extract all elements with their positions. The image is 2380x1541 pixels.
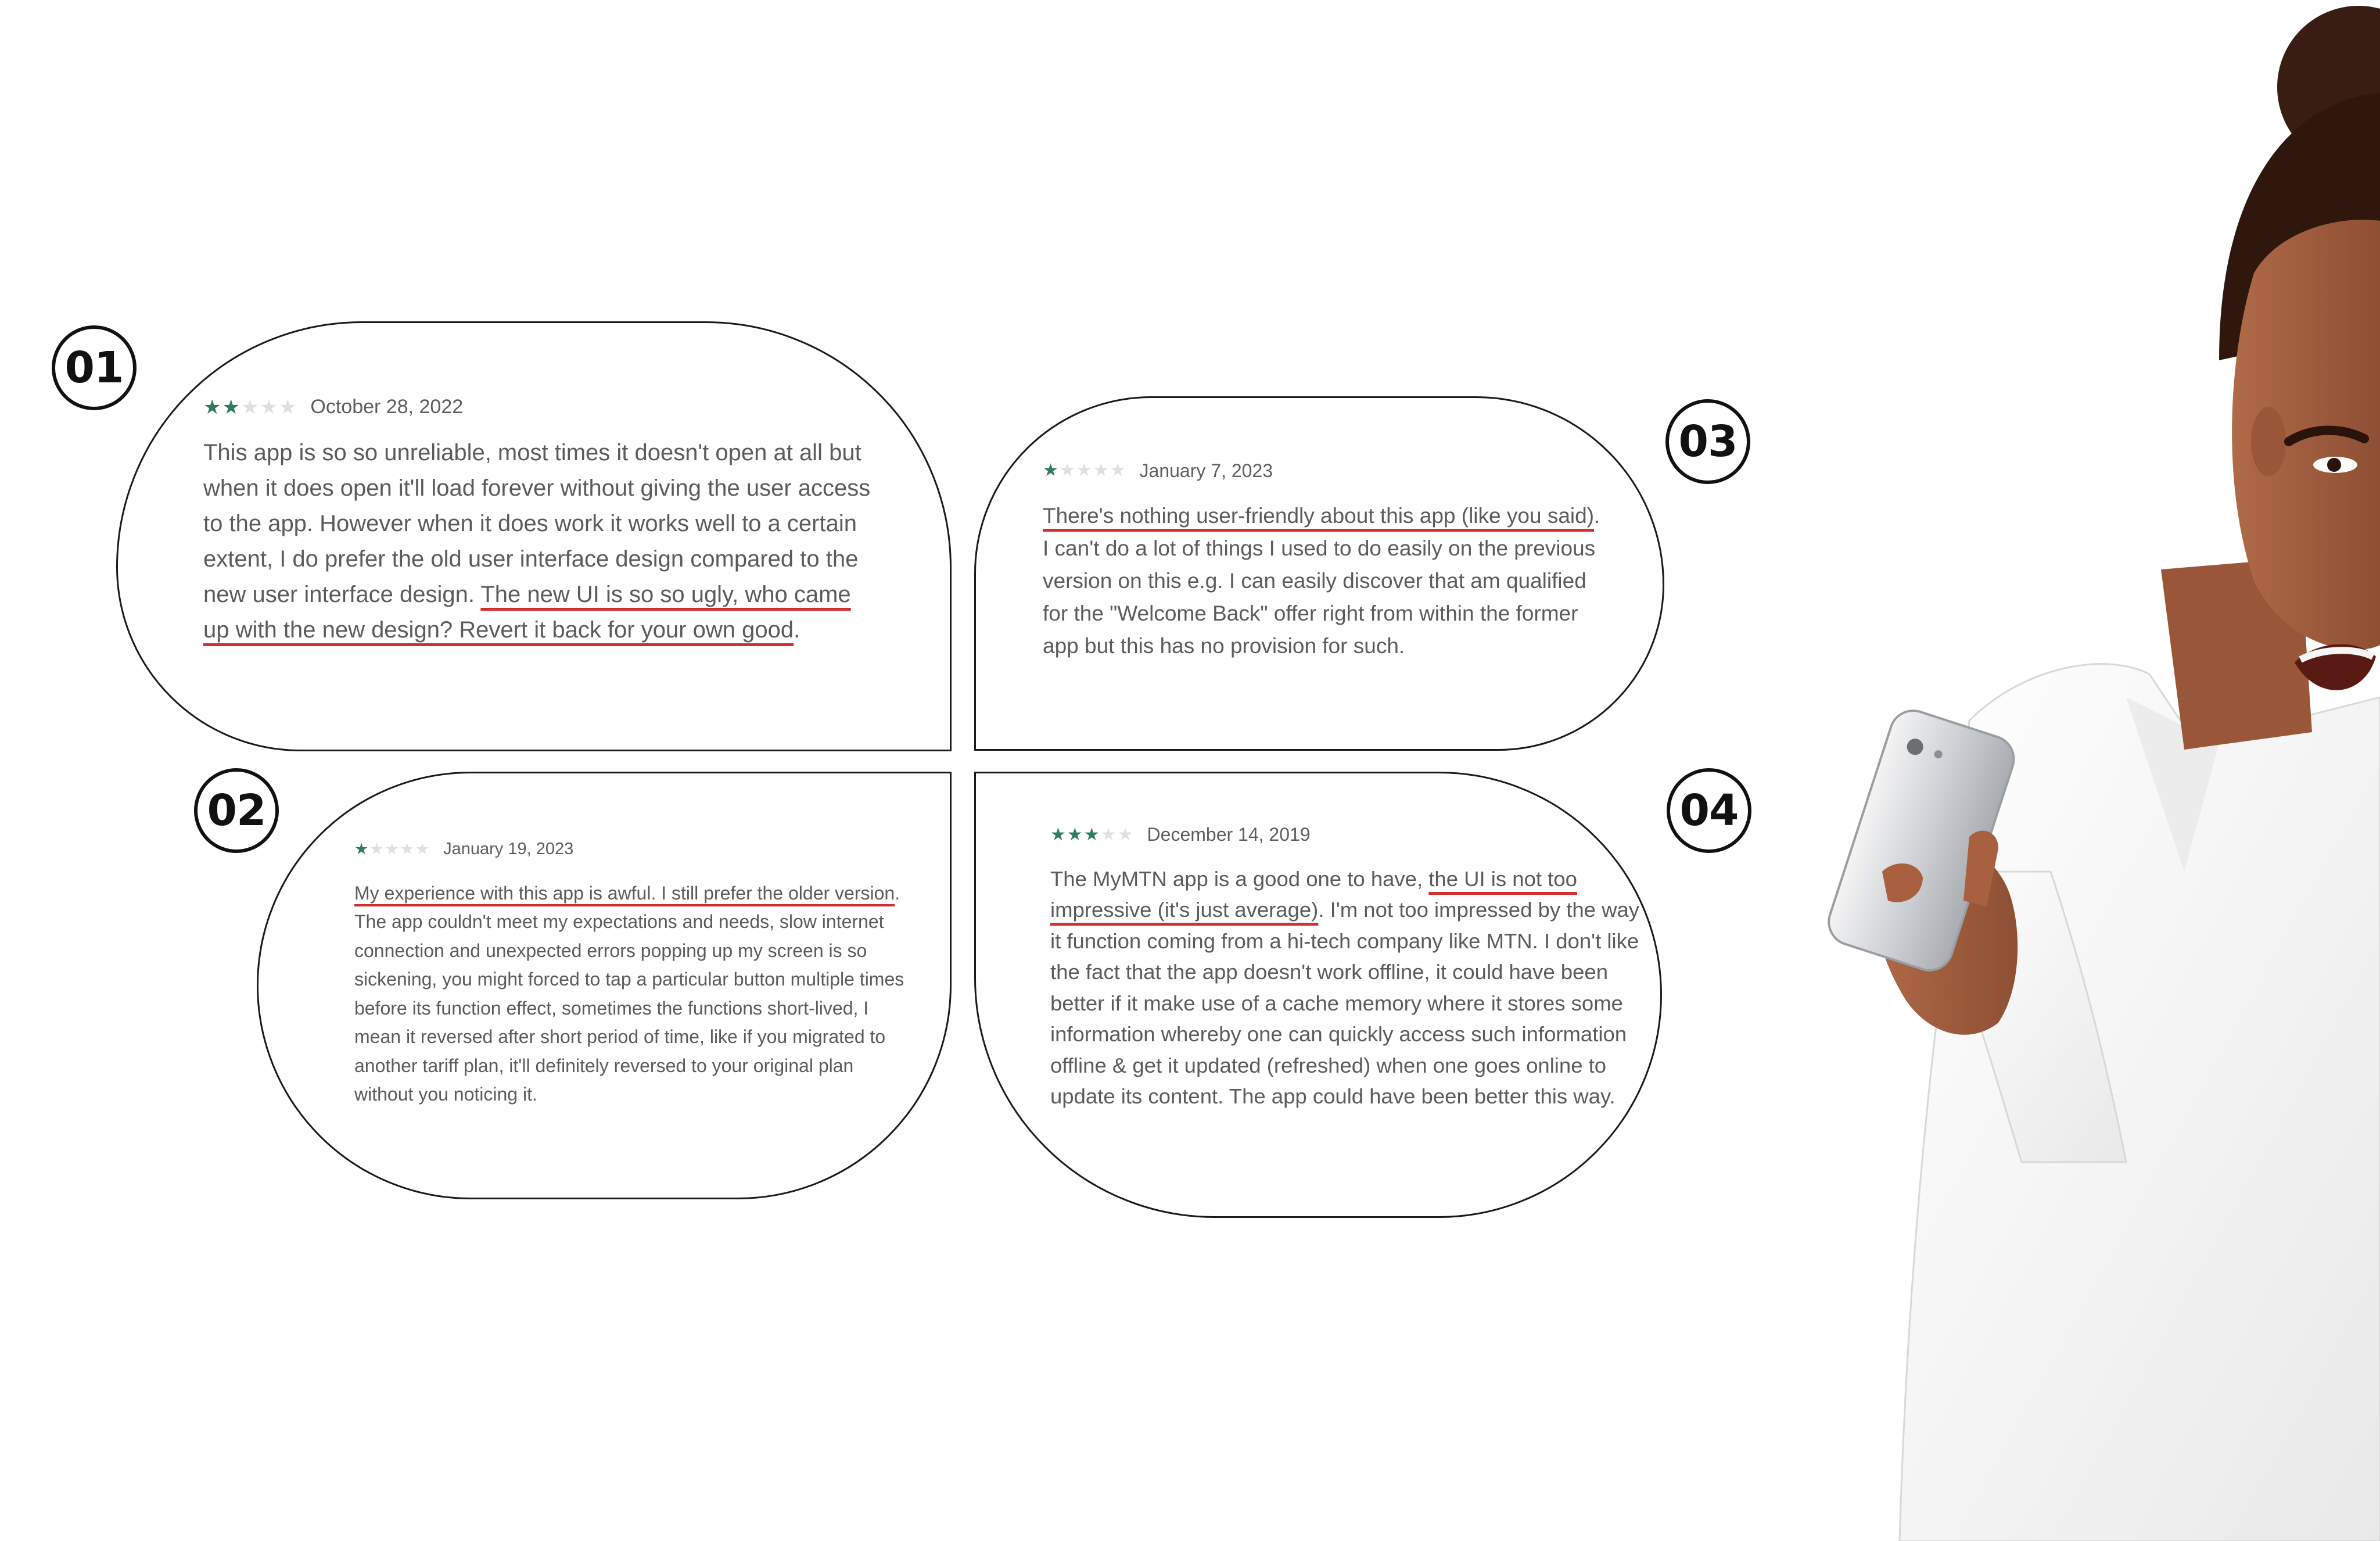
review-date: December 14, 2019 (1147, 824, 1311, 845)
review-text (203, 435, 883, 648)
review-text-after: . I can't do a lot of things I used to do easily on the previous version on this e.g. I can easily discover that am qualified for the "Welcome Back" offer right from within the former app but this has no provision for such. (1043, 504, 1600, 658)
number-badge-03: 03 (1665, 399, 1750, 484)
star-icon: ★ (1083, 825, 1100, 844)
star-icon: ★ (369, 840, 384, 858)
review-meta (203, 389, 883, 425)
star-rating (354, 841, 430, 857)
review-text-highlight: My experience with this app is awful. I still prefer the older version (354, 882, 895, 904)
review-text (1050, 863, 1643, 1112)
number-badge-02: 02 (194, 768, 279, 853)
review-text (1043, 500, 1600, 662)
star-icon: ★ (1059, 461, 1075, 480)
number-badge-04: 04 (1667, 768, 1751, 853)
review-text-plain: The MyMTN app is a good one to have, (1050, 866, 1429, 891)
star-icon: ★ (278, 396, 297, 418)
review-03 (1043, 454, 1600, 662)
star-rating (1050, 826, 1135, 844)
star-icon: ★ (240, 396, 259, 418)
star-icon: ★ (1043, 461, 1058, 480)
star-rating (203, 397, 297, 417)
review-text-highlight: the UI is not too impressive (it's just average) (1050, 866, 1577, 922)
review-text (354, 879, 906, 1109)
review-text-plain: This app is so so unreliable, most times it doesn't open at all but when it does open it'll load forever without giving the user access to the app. However when it does work it works well to a certain extent, I do prefer the old user interface design compared to the new user interface design. (203, 440, 871, 607)
review-meta (1050, 819, 1643, 851)
star-icon: ★ (400, 840, 414, 858)
star-icon: ★ (222, 396, 240, 418)
review-01 (203, 389, 883, 648)
star-icon: ★ (1100, 825, 1117, 844)
frustrated-woman-with-phone-photo (1778, 0, 2380, 1541)
star-icon: ★ (1117, 825, 1133, 844)
review-text-after: . I'm not too impressed by the way it function coming from a hi-tech company like MTN. I don't like the fact that the app doesn't work offline, it could have been better if it make use of a cache memory where it stores some information whereby one can quickly access such information offline & get it updated (refreshed) when one goes online to update its content. The app could have been better this way. (1050, 898, 1640, 1108)
star-icon: ★ (1050, 825, 1066, 844)
star-icon: ★ (1067, 825, 1083, 844)
star-icon: ★ (1110, 461, 1126, 480)
review-date: January 19, 2023 (443, 840, 574, 858)
star-icon: ★ (203, 396, 221, 418)
star-icon: ★ (385, 840, 399, 858)
review-meta (1043, 454, 1600, 487)
review-02 (354, 835, 906, 1109)
review-04 (1050, 819, 1643, 1112)
review-text-after: . The app couldn't meet my expectations and needs, slow internet connection and unexpected errors popping up my screen is so sickening, you might forced to tap a particular button multiple times before its function effect, sometimes the functions short-lived, I mean it reversed after short period of time, like if you migrated to another tariff plan, it'll definitely reversed to your original plan without you noticing it. (354, 882, 904, 1105)
review-date: January 7, 2023 (1139, 460, 1273, 481)
review-meta (354, 835, 906, 864)
review-text-highlight: The new UI is so so ugly, who came up with the new design? Revert it back for your own good (203, 582, 851, 643)
star-icon: ★ (354, 840, 369, 858)
star-icon: ★ (415, 840, 430, 858)
review-text-highlight: There's nothing user-friendly about this app (like you said) (1043, 504, 1595, 528)
review-text-after: . (794, 617, 800, 643)
star-icon: ★ (1093, 461, 1109, 480)
star-icon: ★ (1076, 461, 1092, 480)
review-date: October 28, 2022 (310, 396, 464, 418)
star-rating (1043, 462, 1127, 479)
number-badge-01: 01 (52, 325, 137, 410)
star-icon: ★ (260, 396, 278, 418)
